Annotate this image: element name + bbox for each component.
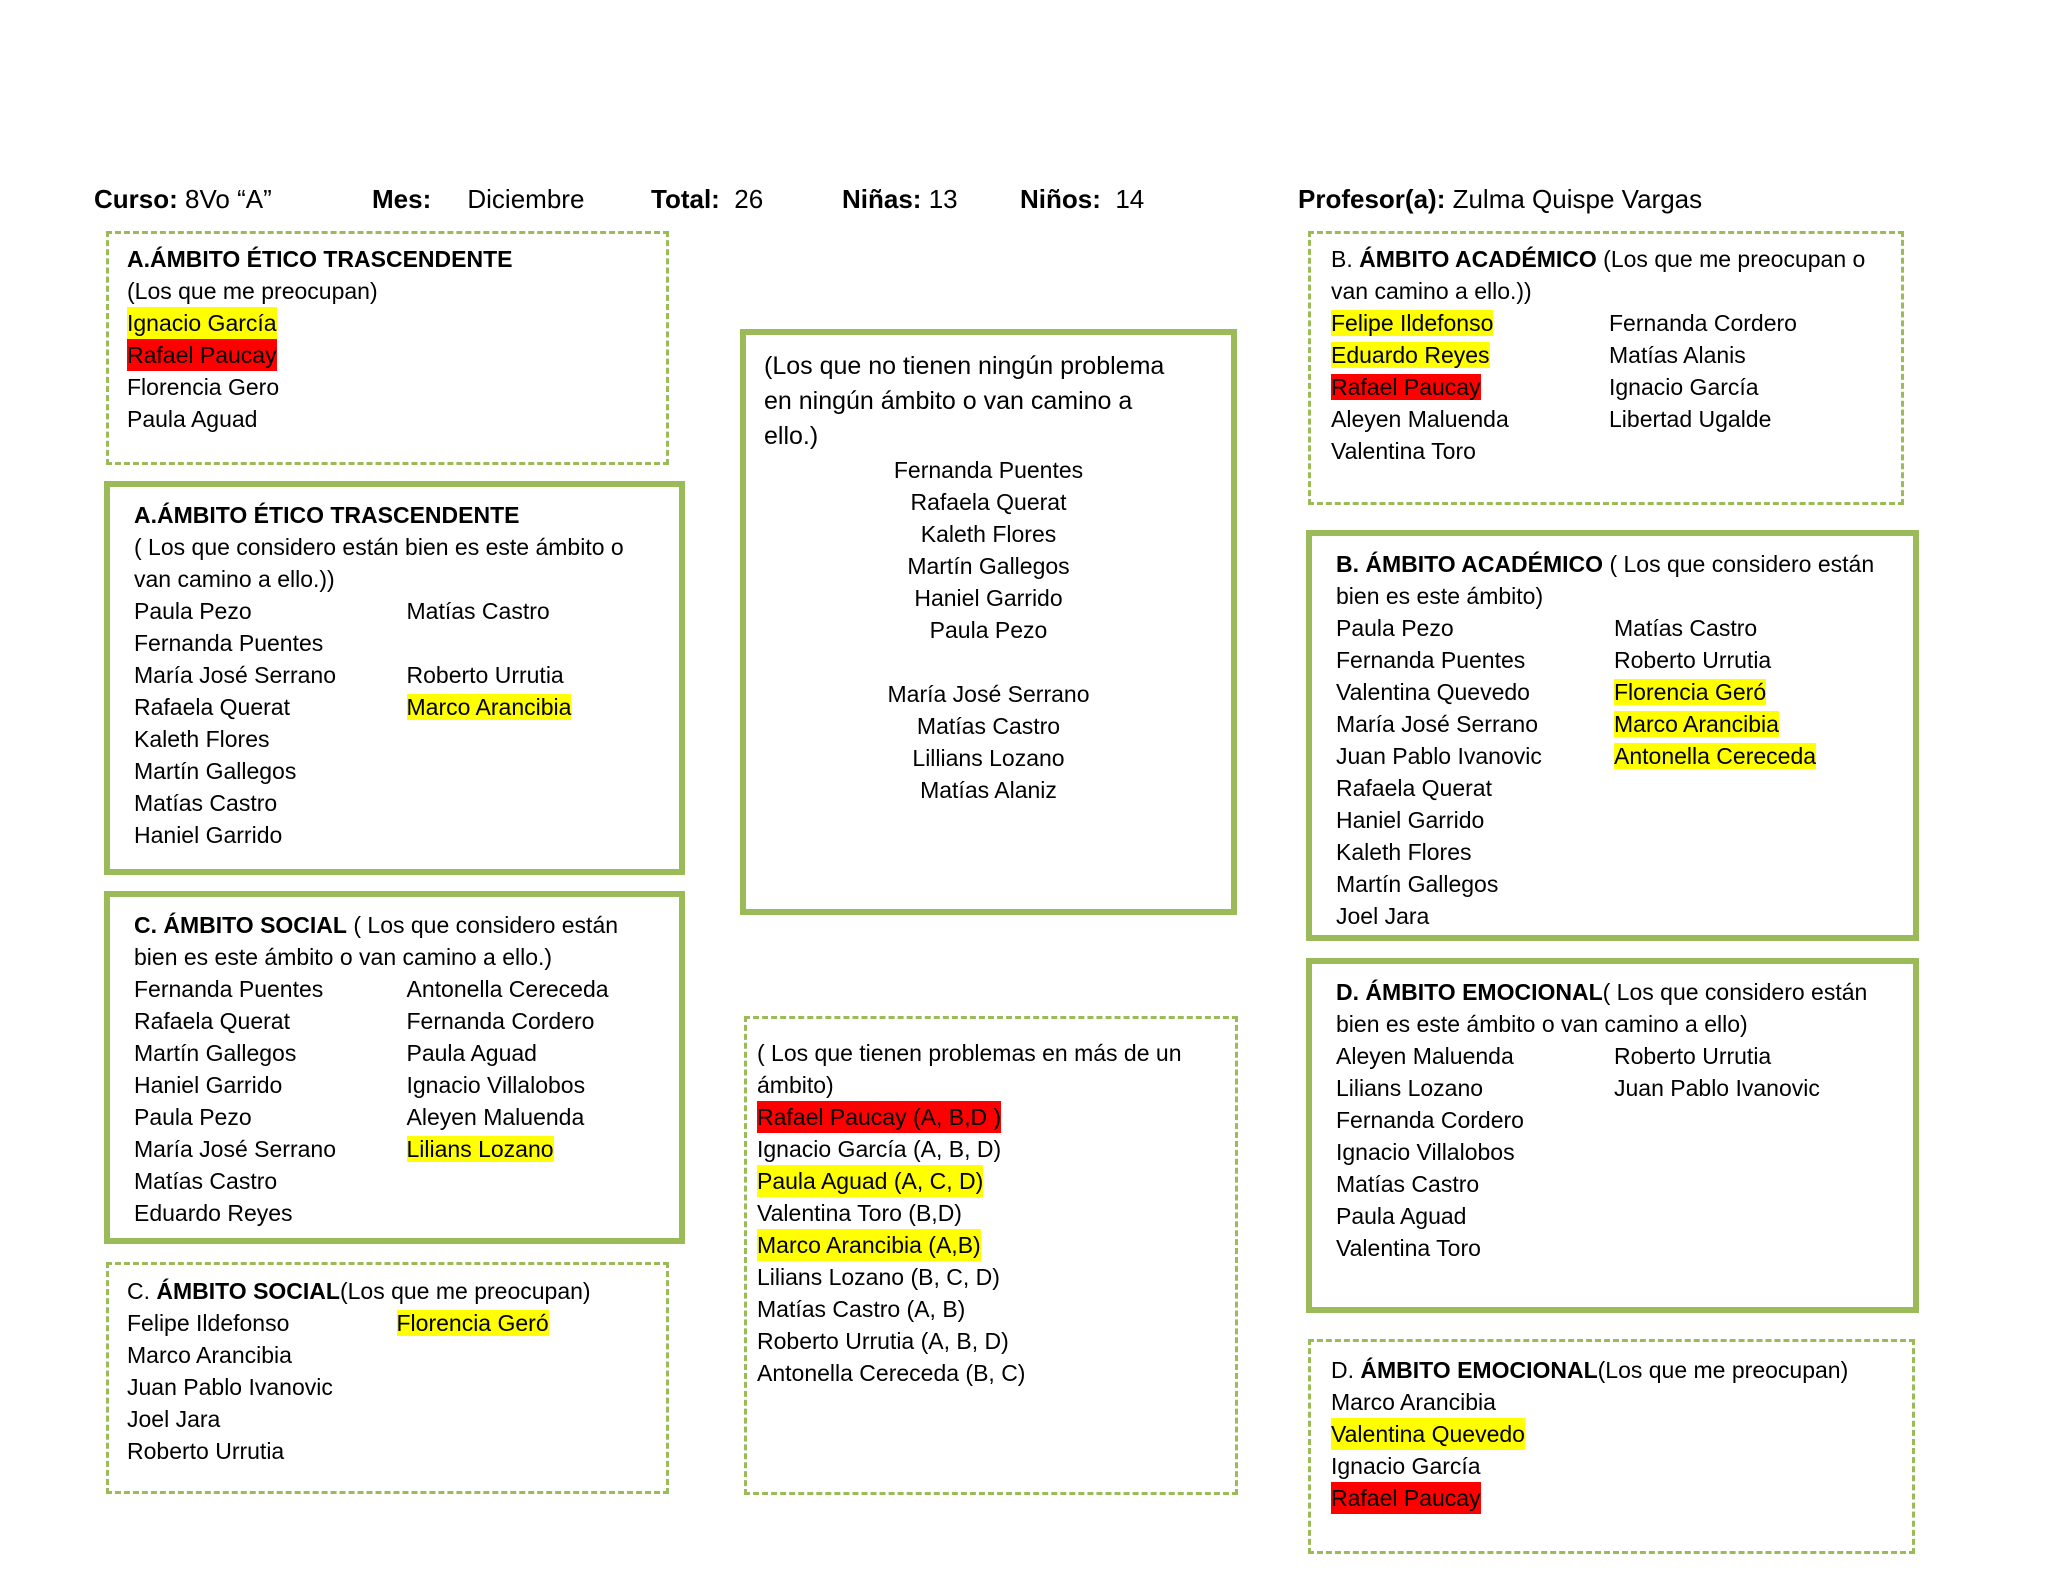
etico-preocupan-title: A.ÁMBITO ÉTICO TRASCENDENTE [127, 246, 513, 272]
student-name: Antonella Cereceda [1614, 743, 1817, 769]
varios-problemas-title: ámbito) [757, 1072, 834, 1098]
student-name: Matías Castro [134, 1168, 278, 1194]
etico-preocupan-subtitle: (Los que me preocupan) [127, 278, 378, 304]
student-name: Martín Gallegos [907, 553, 1070, 579]
table-row [1331, 339, 1901, 371]
table-row [134, 691, 679, 723]
table-row [1336, 1136, 1913, 1168]
academico-preocupan-subtitle: van camino a ello.)) [1331, 278, 1532, 304]
student-name: Marco Arancibia [1331, 1389, 1496, 1415]
student-name: Paula Pezo [929, 617, 1048, 643]
student-name: Fernanda Cordero [1336, 1107, 1524, 1133]
spacer [764, 646, 1213, 678]
emocional-bien-box [1306, 958, 1919, 1313]
student-name: Fernanda Puentes [1336, 647, 1526, 673]
social-preocupan-box [106, 1262, 669, 1494]
student-name: Paula Aguad [127, 406, 258, 432]
table-row [1336, 1232, 1913, 1264]
student-name: Lilians Lozano (B, C, D) [757, 1264, 1000, 1290]
table-row [1336, 772, 1913, 804]
student-name: Joel Jara [1336, 903, 1430, 929]
table-row [1336, 644, 1913, 676]
emocional-bien-title: D. ÁMBITO EMOCIONAL( Los que considero están [1336, 979, 1868, 1005]
table-row [134, 1069, 679, 1101]
student-name: Aleyen Maluenda [1331, 406, 1509, 432]
student-name: Roberto Urrutia [406, 662, 564, 688]
student-name: Matías Castro [406, 598, 550, 624]
student-name: Matías Alanis [1609, 342, 1746, 368]
student-name: Martín Gallegos [134, 1040, 297, 1066]
student-name: Kaleth Flores [1336, 839, 1472, 865]
student-name: Libertad Ugalde [1609, 406, 1772, 432]
student-name: Eduardo Reyes [134, 1200, 293, 1226]
student-name: Felipe Ildefonso [1331, 310, 1494, 336]
list-item [757, 1165, 1229, 1197]
student-name: Ignacio García [1331, 1453, 1481, 1479]
table-row [134, 1037, 679, 1069]
emocional-preocupan-list [1331, 1386, 1912, 1514]
ninos-label: Niños: [1020, 184, 1101, 214]
table-row [134, 723, 679, 755]
profesor-value: Zulma Quispe Vargas [1452, 184, 1703, 214]
emocional-bien-subtitle: bien es este ámbito o van camino a ello) [1336, 1011, 1748, 1037]
list-item [757, 1261, 1229, 1293]
sin-problema-title: (Los que no tienen ningún problema [764, 352, 1165, 380]
student-name: Paula Pezo [1336, 615, 1454, 641]
table-row [1331, 435, 1901, 467]
list-item [757, 1325, 1229, 1357]
student-name: Marco Arancibia [1614, 711, 1779, 737]
social-bien-box [104, 891, 685, 1244]
list-item [757, 1357, 1229, 1389]
table-row [1336, 612, 1913, 644]
list-item [1331, 1386, 1912, 1418]
mes-label: Mes: [372, 184, 432, 214]
table-row [1336, 1040, 1913, 1072]
table-row [1336, 868, 1913, 900]
student-name: Matías Castro [134, 790, 278, 816]
curso-label: Curso: [94, 184, 178, 214]
student-name: Antonella Cereceda [406, 976, 609, 1002]
table-row [1331, 371, 1901, 403]
list-item [127, 371, 666, 403]
student-name: Ignacio Villalobos [406, 1072, 586, 1098]
academico-preocupan-list [1331, 307, 1901, 467]
student-name: Rafaela Querat [134, 694, 290, 720]
student-name: Florencia Gero [127, 374, 280, 400]
student-name: Ignacio García [1609, 374, 1759, 400]
student-name: Rafael Paucay [1331, 1482, 1481, 1514]
varios-problemas-box [744, 1016, 1238, 1495]
student-name: Rafaela Querat [910, 489, 1067, 515]
student-name: Haniel Garrido [914, 585, 1063, 611]
ninas-value: 13 [928, 184, 958, 214]
table-row [1336, 900, 1913, 932]
student-name: Matías Castro [1614, 615, 1758, 641]
student-name: Eduardo Reyes [1331, 342, 1490, 368]
table-row [134, 819, 679, 851]
list-item [757, 1197, 1229, 1229]
list-item [757, 1293, 1229, 1325]
student-name: Roberto Urrutia [1614, 647, 1772, 673]
academico-bien-box [1306, 530, 1919, 941]
table-row [1336, 1104, 1913, 1136]
etico-preocupan-box [106, 231, 669, 465]
student-name: Kaleth Flores [920, 521, 1057, 547]
social-bien-list [134, 973, 679, 1229]
student-name: Joel Jara [127, 1406, 221, 1432]
mes-field [372, 184, 584, 215]
table-row [134, 627, 679, 659]
mes-value: Diciembre [467, 184, 585, 214]
etico-bien-subtitle: van camino a ello.)) [134, 566, 335, 592]
student-name: Marco Arancibia [406, 694, 572, 720]
list-item [757, 1101, 1229, 1133]
table-row [1331, 307, 1901, 339]
emocional-preocupan-box [1308, 1339, 1915, 1554]
table-row [127, 1435, 666, 1467]
sin-problema-list [764, 454, 1213, 806]
sin-problema-box [740, 329, 1237, 915]
student-name: Valentina Toro (B,D) [757, 1200, 962, 1226]
student-name: Paula Aguad [406, 1040, 537, 1066]
profesor-label: Profesor(a): [1298, 184, 1446, 214]
table-row [1336, 804, 1913, 836]
list-item [1331, 1482, 1912, 1514]
student-name: Martín Gallegos [1336, 871, 1499, 897]
emocional-preocupan-title: D. ÁMBITO EMOCIONAL(Los que me preocupan) [1331, 1357, 1849, 1383]
emocional-bien-list [1336, 1040, 1913, 1264]
table-row [1336, 676, 1913, 708]
student-name: Rafaela Querat [1336, 775, 1492, 801]
social-preocupan-title: C. ÁMBITO SOCIAL(Los que me preocupan) [127, 1278, 591, 1304]
student-name: Rafael Paucay [1331, 374, 1481, 400]
table-row [134, 595, 679, 627]
list-item [1331, 1450, 1912, 1482]
academico-preocupan-box [1308, 231, 1904, 505]
student-name: María José Serrano [134, 662, 336, 688]
table-row [134, 659, 679, 691]
student-name: Fernanda Cordero [406, 1008, 595, 1034]
table-row [134, 1101, 679, 1133]
student-name: Kaleth Flores [134, 726, 270, 752]
ninos-value: 14 [1115, 184, 1145, 214]
etico-bien-box [104, 481, 685, 875]
table-row [1336, 1200, 1913, 1232]
table-row [134, 1197, 679, 1229]
student-name: Aleyen Maluenda [406, 1104, 585, 1130]
student-name: Paula Pezo [134, 1104, 252, 1130]
table-row [1331, 403, 1901, 435]
student-name: Haniel Garrido [134, 822, 283, 848]
table-row [134, 973, 679, 1005]
student-name: Fernanda Puentes [134, 976, 324, 1002]
student-name: María José Serrano [134, 1136, 336, 1162]
student-name: Fernanda Cordero [1609, 310, 1797, 336]
etico-bien-subtitle: ( Los que considero están bien es este ámbito o [134, 534, 624, 560]
student-name: Rafael Paucay [127, 339, 277, 371]
table-row [134, 787, 679, 819]
student-name: Lilians Lozano [1336, 1075, 1484, 1101]
student-name: Paula Pezo [134, 598, 252, 624]
list-item [127, 339, 666, 371]
student-name: Juan Pablo Ivanovic [127, 1374, 333, 1400]
list-item [127, 307, 666, 339]
ninas-field [842, 184, 958, 215]
student-name: Florencia Geró [396, 1310, 549, 1336]
curso-value: 8Vo “A” [185, 184, 272, 214]
table-row [127, 1371, 666, 1403]
student-name: Ignacio Villalobos [1336, 1139, 1515, 1165]
student-name: Valentina Toro [1331, 438, 1476, 464]
student-name: Juan Pablo Ivanovic [1614, 1075, 1820, 1101]
student-name: Rafaela Querat [134, 1008, 290, 1034]
student-name: Ignacio García (A, B, D) [757, 1136, 1002, 1162]
academico-bien-list [1336, 612, 1913, 932]
table-row [1336, 1168, 1913, 1200]
table-row [127, 1307, 666, 1339]
student-name: Paula Aguad (A, C, D) [757, 1165, 983, 1197]
profesor-field [1298, 184, 1702, 215]
etico-preocupan-list [127, 307, 666, 435]
student-name: María José Serrano [1336, 711, 1538, 737]
student-name: Matías Castro [1336, 1171, 1480, 1197]
student-name: Matías Castro (A, B) [757, 1296, 966, 1322]
ninos-field [1020, 184, 1144, 215]
student-name: Rafael Paucay (A, B,D ) [757, 1101, 1001, 1133]
student-name: Marco Arancibia (A,B) [757, 1229, 981, 1261]
student-name: Fernanda Puentes [893, 457, 1084, 483]
student-name: Haniel Garrido [134, 1072, 283, 1098]
list-item [757, 1133, 1229, 1165]
student-name: Matías Castro [916, 713, 1061, 739]
curso-field [94, 184, 272, 215]
list-item [1331, 1418, 1912, 1450]
student-name: María José Serrano [887, 681, 1090, 707]
table-row [1336, 708, 1913, 740]
table-row [127, 1339, 666, 1371]
student-name: Matías Alaniz [920, 777, 1057, 803]
ninas-label: Niñas: [842, 184, 922, 214]
student-name: Ignacio García [127, 307, 277, 339]
student-name: Valentina Quevedo [1336, 679, 1530, 705]
student-name: Aleyen Maluenda [1336, 1043, 1514, 1069]
total-value: 26 [734, 184, 764, 214]
table-row [1336, 740, 1913, 772]
academico-bien-subtitle: bien es este ámbito) [1336, 583, 1544, 609]
list-item [757, 1229, 1229, 1261]
academico-bien-title: B. ÁMBITO ACADÉMICO ( Los que considero están [1336, 551, 1875, 577]
student-name: Lillians Lozano [912, 745, 1065, 771]
list-item [127, 403, 666, 435]
total-field [651, 184, 763, 215]
report-header [94, 184, 1994, 218]
table-row [134, 1005, 679, 1037]
academico-preocupan-title: B. ÁMBITO ACADÉMICO (Los que me preocupan o [1331, 246, 1866, 272]
student-name: Valentina Quevedo [1331, 1418, 1525, 1450]
student-name: Haniel Garrido [1336, 807, 1485, 833]
student-name: Paula Aguad [1336, 1203, 1467, 1229]
etico-bien-title: A.ÁMBITO ÉTICO TRASCENDENTE [134, 502, 520, 528]
sin-problema-title: ello.) [764, 422, 819, 450]
table-row [127, 1403, 666, 1435]
table-row [134, 755, 679, 787]
student-name: Roberto Urrutia [127, 1438, 285, 1464]
etico-bien-list [134, 595, 679, 851]
table-row [134, 1165, 679, 1197]
total-label: Total: [651, 184, 720, 214]
social-bien-subtitle: bien es este ámbito o van camino a ello.) [134, 944, 553, 970]
student-name: Marco Arancibia [127, 1342, 292, 1368]
table-row [134, 1133, 679, 1165]
social-preocupan-list [127, 1307, 666, 1467]
varios-problemas-title: ( Los que tienen problemas en más de un [757, 1040, 1182, 1066]
sin-problema-title: en ningún ámbito o van camino a [764, 387, 1133, 415]
student-name: Felipe Ildefonso [127, 1310, 290, 1336]
table-row [1336, 836, 1913, 868]
student-name: Lilians Lozano [406, 1136, 554, 1162]
table-row [1336, 1072, 1913, 1104]
student-name: Roberto Urrutia [1614, 1043, 1772, 1069]
varios-problemas-list [757, 1101, 1229, 1389]
student-name: Juan Pablo Ivanovic [1336, 743, 1542, 769]
student-name: Roberto Urrutia (A, B, D) [757, 1328, 1009, 1354]
student-name: Florencia Geró [1614, 679, 1767, 705]
social-bien-title: C. ÁMBITO SOCIAL ( Los que considero están [134, 912, 619, 938]
student-name: Martín Gallegos [134, 758, 297, 784]
student-name: Fernanda Puentes [134, 630, 324, 656]
student-name: Valentina Toro [1336, 1235, 1481, 1261]
student-name: Antonella Cereceda (B, C) [757, 1360, 1026, 1386]
